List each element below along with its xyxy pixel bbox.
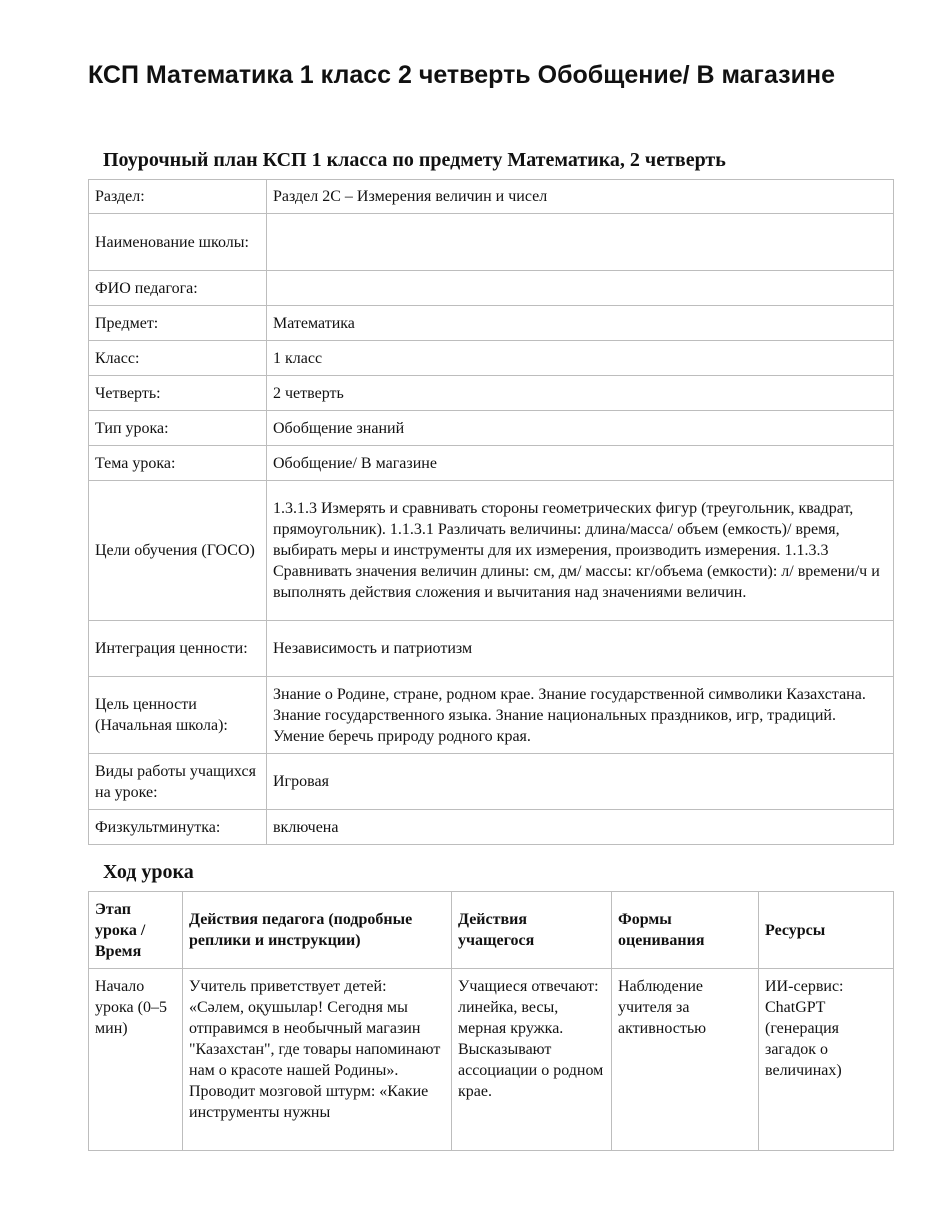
info-value: Независимость и патриотизм bbox=[267, 621, 894, 677]
column-header: Действия учащегося bbox=[452, 892, 612, 969]
info-value: Игровая bbox=[267, 754, 894, 810]
info-value bbox=[267, 214, 894, 271]
info-label: Физкультминутка: bbox=[89, 810, 267, 845]
cell-text: Начало урока (0–5 мин) bbox=[95, 978, 167, 1037]
info-label: ФИО педагога: bbox=[89, 271, 267, 306]
info-label: Виды работы учащихся на уроке: bbox=[89, 754, 267, 810]
table-row bbox=[89, 376, 894, 411]
info-value: Обобщение/ В магазине bbox=[267, 446, 894, 481]
lesson-info-table bbox=[88, 179, 894, 845]
stage-cell bbox=[89, 969, 183, 1151]
cell-text: Учитель приветствует детей: «Сәлем, оқушылар! Сегодня мы отправимся в необычный магазин "Казахстан", где товары напоминают нам о красоте нашей Родины». Проводит мозговой штурм: «Какие инструменты нужны bbox=[189, 978, 441, 1121]
table-row bbox=[89, 341, 894, 376]
assessment-cell bbox=[612, 969, 759, 1151]
info-label: Раздел: bbox=[89, 180, 267, 214]
cell-text: Наблюдение учителя за активностью bbox=[618, 978, 707, 1037]
column-header: Действия педагога (подробные реплики и инструкции) bbox=[183, 892, 452, 969]
info-label: Тема урока: bbox=[89, 446, 267, 481]
table-header-row bbox=[89, 892, 894, 969]
column-header: Этап урока / Время bbox=[89, 892, 183, 969]
info-value: Математика bbox=[267, 306, 894, 341]
info-value bbox=[267, 271, 894, 306]
info-label: Класс: bbox=[89, 341, 267, 376]
table-row bbox=[89, 446, 894, 481]
table-row bbox=[89, 677, 894, 754]
info-label: Интеграция ценности: bbox=[89, 621, 267, 677]
info-value: Обобщение знаний bbox=[267, 411, 894, 446]
info-label: Цели обучения (ГОСО) bbox=[89, 481, 267, 621]
info-label: Четверть: bbox=[89, 376, 267, 411]
info-label: Цель ценности (Начальная школа): bbox=[89, 677, 267, 754]
lesson-heading: Ход урока bbox=[103, 861, 194, 883]
info-label: Предмет: bbox=[89, 306, 267, 341]
table-row bbox=[89, 621, 894, 677]
info-value: 1.3.1.3 Измерять и сравнивать стороны геометрических фигур (треугольник, квадрат, прямоугольник). 1.1.3.1 Различать величины: длина/масса/ объем (емкость)/ время, выбирать меры и инструменты для их измерения, производить измерения. 1.1.3.3 Сравнивать значения величин длины: см, дм/ массы: кг/объема (емкости): л/ времени/ч и выполнять действия сложения и вычитания над значениями величин. bbox=[267, 481, 894, 621]
teacher-cell bbox=[183, 969, 452, 1151]
table-row bbox=[89, 754, 894, 810]
info-value: 1 класс bbox=[267, 341, 894, 376]
table-row bbox=[89, 306, 894, 341]
info-value: 2 четверть bbox=[267, 376, 894, 411]
lesson-flow-table bbox=[88, 891, 894, 1151]
info-label: Тип урока: bbox=[89, 411, 267, 446]
resources-cell bbox=[759, 969, 894, 1151]
info-value: Знание о Родине, стране, родном крае. Знание государственной символики Казахстана. Знание государственного языка. Знание национальных праздников, игр, традиций. Умение беречь природу родного края. bbox=[267, 677, 894, 754]
column-header: Ресурсы bbox=[759, 892, 894, 969]
table-row bbox=[89, 810, 894, 845]
info-value: Раздел 2C – Измерения величин и чисел bbox=[267, 180, 894, 214]
table-row bbox=[89, 969, 894, 1151]
table-row bbox=[89, 214, 894, 271]
cell-text: ИИ-сервис: ChatGPT (генерация загадок о величинах) bbox=[765, 978, 844, 1079]
table-row bbox=[89, 271, 894, 306]
cell-text: Учащиеся отвечают: линейка, весы, мерная кружка. Высказывают ассоциации о родном крае. bbox=[458, 978, 604, 1100]
column-header: Формы оценивания bbox=[612, 892, 759, 969]
plan-heading: Поурочный план КСП 1 класса по предмету Математика, 2 четверть bbox=[103, 149, 726, 171]
info-value: включена bbox=[267, 810, 894, 845]
table-row bbox=[89, 180, 894, 214]
document-title: КСП Математика 1 класс 2 четверть Обобщение/ В магазине bbox=[88, 61, 835, 89]
table-row bbox=[89, 411, 894, 446]
table-row bbox=[89, 481, 894, 621]
info-label: Наименование школы: bbox=[89, 214, 267, 271]
students-cell bbox=[452, 969, 612, 1151]
